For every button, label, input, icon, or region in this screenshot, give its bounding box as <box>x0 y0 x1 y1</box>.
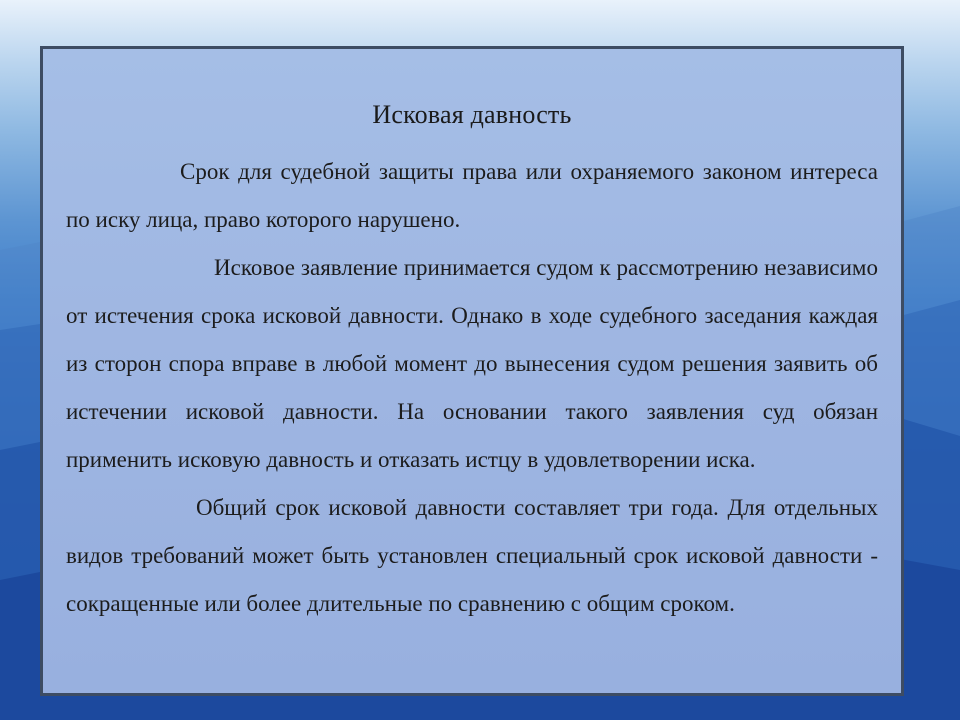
paragraph-definition: Срок для судебной защиты права или охраняемого законом интереса по иску лица, право которого нарушено. <box>66 159 878 232</box>
slide-title: Исковая давность <box>372 100 572 129</box>
paragraph-court-acceptance: Исковое заявление принимается судом к рассмотрению независимо от истечения срока исковой давности. Однако в ходе судебного заседания каждая из сторон спора вправе в любой момент до вынесения судом решения заявить об истечении исковой давности. На основании такого заявления суд обязан применить исковую давность и отказать истцу в удовлетворении иска. <box>66 255 878 472</box>
slide-body <box>66 148 878 628</box>
paragraph-general-term: Общий срок исковой давности составляет три года. Для отдельных видов требований может быть установлен специальный срок исковой давности - сокращенные или более длительные по сравнению с общим сроком. <box>66 495 878 616</box>
